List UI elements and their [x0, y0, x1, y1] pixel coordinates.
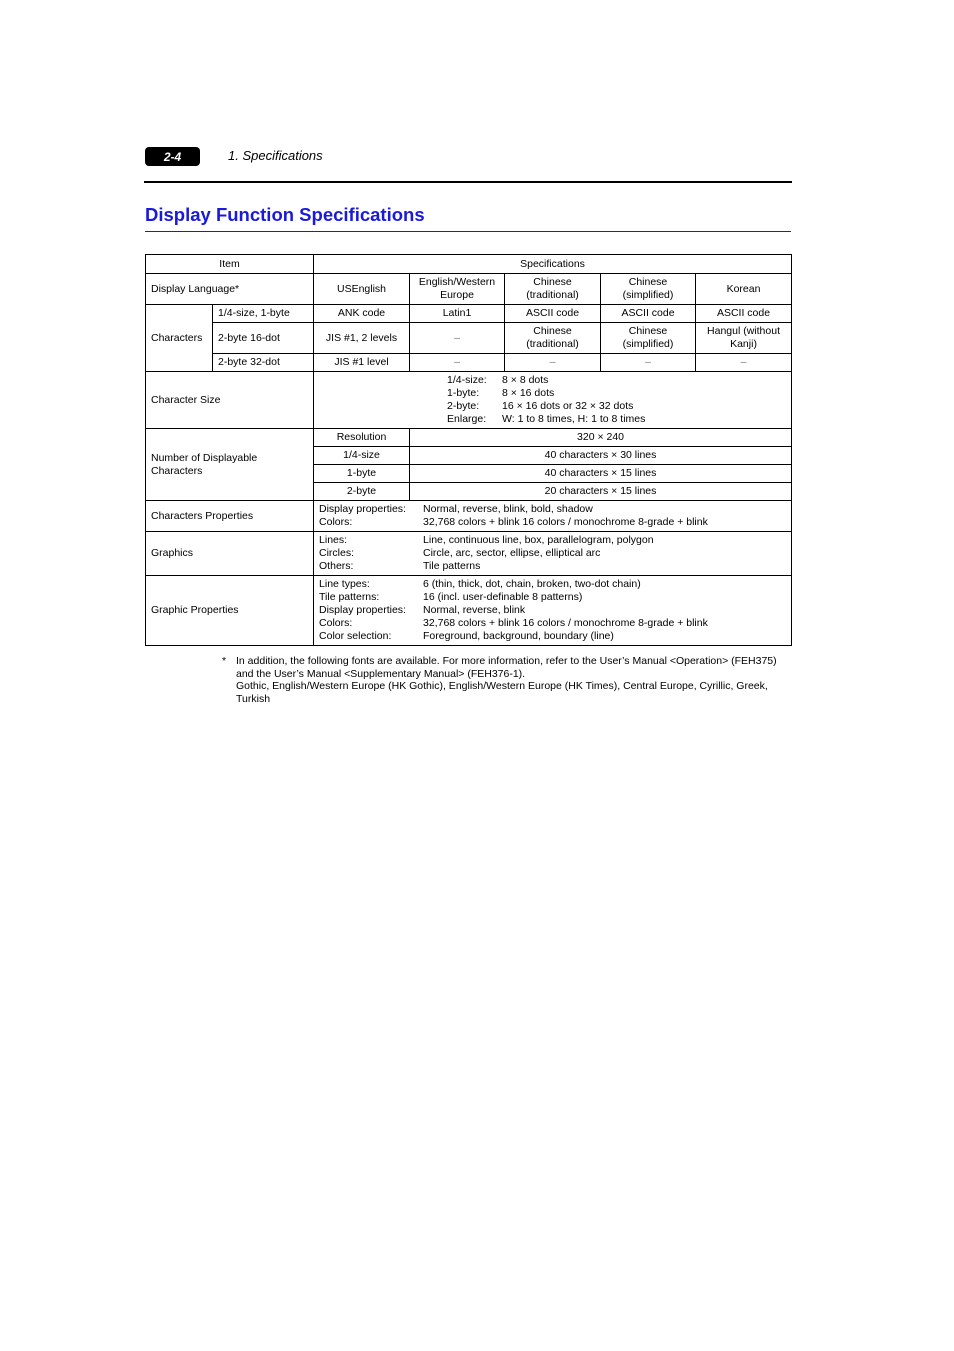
lang-chinese-simplified: Chinese (simplified) — [601, 274, 696, 305]
kv-value: Foreground, background, boundary (line) — [423, 630, 614, 642]
table-cell: 20 characters × 15 lines — [410, 483, 792, 501]
kv-value: 8 × 8 dots — [502, 374, 549, 386]
table-cell: – — [410, 323, 505, 354]
kv-key: 2-byte: — [447, 400, 480, 412]
displayable-label: Number of Displayable Characters — [146, 429, 314, 501]
kv-value: 16 × 16 dots or 32 × 32 dots — [502, 400, 634, 412]
kv-key: Colors: — [319, 516, 353, 528]
kv-value: Tile patterns — [423, 560, 481, 572]
kv-value: 16 (incl. user-definable 8 patterns) — [423, 591, 583, 603]
section-title: Display Function Specifications — [145, 204, 425, 225]
spec-table — [145, 254, 792, 646]
kv-key: Tile patterns: — [319, 591, 380, 603]
table-cell: – — [696, 354, 792, 372]
chapter-title: 1. Specifications — [228, 148, 323, 163]
kv-key: 1/4-size: — [447, 374, 487, 386]
graphic-props-row — [146, 576, 792, 646]
table-cell: Chinese (traditional) — [505, 323, 601, 354]
kv-value: 32,768 colors + blink 16 colors / monochrome 8-grade + blink — [423, 617, 708, 629]
kv-key: Circles: — [319, 547, 355, 559]
kv-key: Line types: — [319, 578, 370, 590]
lang-usenglish: USEnglish — [314, 274, 410, 305]
kv-key: Others: — [319, 560, 354, 572]
characters-row-1 — [146, 305, 792, 323]
table-cell: 1-byte — [314, 465, 410, 483]
kv-value: Normal, reverse, blink, bold, shadow — [423, 503, 593, 515]
kv-key: Lines: — [319, 534, 348, 546]
character-size-values — [314, 372, 792, 429]
character-size-row — [146, 372, 792, 429]
kv-key: Display properties: — [319, 604, 406, 616]
table-cell: 320 × 240 — [410, 429, 792, 447]
table-cell: Latin1 — [410, 305, 505, 323]
table-cell: JIS #1, 2 levels — [314, 323, 410, 354]
char-props-values — [314, 501, 792, 532]
display-language-row — [146, 274, 792, 305]
header-divider — [144, 181, 792, 183]
kv-value: 6 (thin, thick, dot, chain, broken, two-dot chain) — [423, 578, 641, 590]
kv-key: Enlarge: — [447, 413, 487, 425]
table-cell: ASCII code — [505, 305, 601, 323]
kv-value: 8 × 16 dots — [502, 387, 555, 399]
kv-value: 32,768 colors + blink 16 colors / monochrome 8-grade + blink — [423, 516, 708, 528]
table-cell: 1/4-size — [314, 447, 410, 465]
table-cell: JIS #1 level — [314, 354, 410, 372]
characters-row-2 — [146, 323, 792, 354]
header-specifications: Specifications — [314, 255, 792, 274]
kv-value: Normal, reverse, blink — [423, 604, 526, 616]
graphic-props-label: Graphic Properties — [146, 576, 314, 646]
display-language-label: Display Language* — [146, 274, 314, 305]
table-cell: Resolution — [314, 429, 410, 447]
kv-key: Display properties: — [319, 503, 406, 515]
table-cell: ASCII code — [696, 305, 792, 323]
characters-label: Characters — [146, 305, 213, 372]
char-props-row — [146, 501, 792, 532]
lang-chinese-traditional: Chinese (traditional) — [505, 274, 601, 305]
lang-korean: Korean — [696, 274, 792, 305]
character-size-label: Character Size — [146, 372, 314, 429]
footnote-fonts: Gothic, English/Western Europe (HK Gothic), English/Western Europe (HK Times), Central Europe, Cyrillic, Greek, Turkish — [236, 680, 768, 706]
table-header-row — [146, 255, 792, 274]
table-cell: Hangul (without Kanji) — [696, 323, 792, 354]
kv-value: W: 1 to 8 times, H: 1 to 8 times — [502, 413, 646, 425]
characters-sub: 1/4-size, 1-byte — [213, 305, 314, 323]
char-props-label: Characters Properties — [146, 501, 314, 532]
table-cell: Chinese (simplified) — [601, 323, 696, 354]
kv-value: Circle, arc, sector, ellipse, elliptical arc — [423, 547, 601, 559]
kv-key: Colors: — [319, 617, 353, 629]
table-cell: – — [601, 354, 696, 372]
kv-value: Line, continuous line, box, parallelogram, polygon — [423, 534, 654, 546]
footnote-text: In addition, the following fonts are available. For more information, refer to the User’s Manual <Operation> (FEH375) and the User’s Manual <Supplementary Manual> (FEH376-1). — [236, 655, 777, 680]
displayable-row-1 — [146, 429, 792, 447]
footnote — [222, 655, 782, 706]
graphics-label: Graphics — [146, 532, 314, 576]
table-cell: ASCII code — [601, 305, 696, 323]
graphics-values — [314, 532, 792, 576]
table-cell: ANK code — [314, 305, 410, 323]
table-cell: 40 characters × 30 lines — [410, 447, 792, 465]
table-cell: 40 characters × 15 lines — [410, 465, 792, 483]
kv-key: Color selection: — [319, 630, 392, 642]
kv-key: 1-byte: — [447, 387, 480, 399]
characters-row-3 — [146, 354, 792, 372]
table-cell: – — [410, 354, 505, 372]
table-cell: 2-byte — [314, 483, 410, 501]
header-item: Item — [146, 255, 314, 274]
graphics-row — [146, 532, 792, 576]
table-cell: – — [505, 354, 601, 372]
lang-western-europe: English/Western Europe — [410, 274, 505, 305]
footnote-marker: * — [222, 655, 227, 667]
graphic-props-values — [314, 576, 792, 646]
page-number-badge: 2-4 — [145, 147, 200, 166]
title-underline — [145, 231, 791, 232]
characters-sub: 2-byte 32-dot — [213, 354, 314, 372]
characters-sub: 2-byte 16-dot — [213, 323, 314, 354]
